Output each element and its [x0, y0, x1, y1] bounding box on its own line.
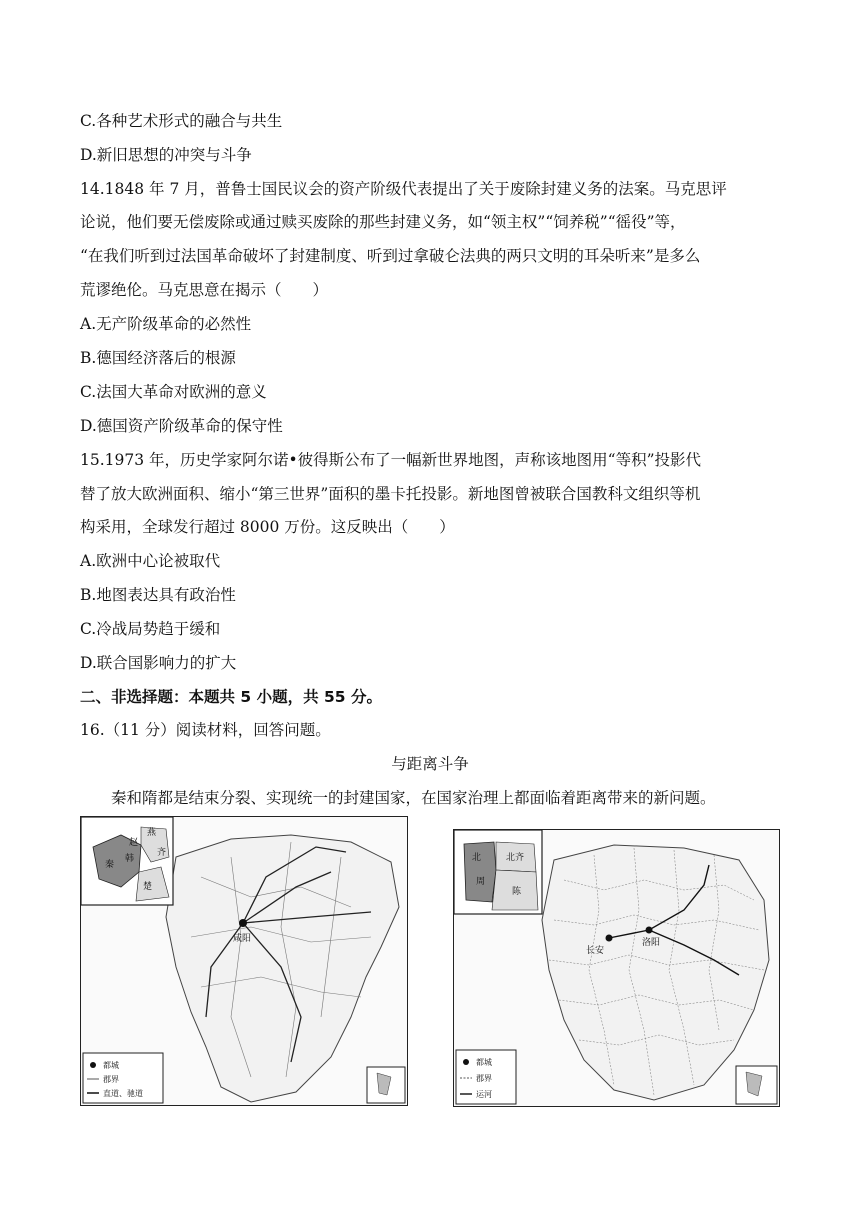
q14-stem-line3: “在我们听到过法国革命破坏了封建制度、听到过拿破仑法典的两只文明的耳朵听来”是多么: [80, 247, 701, 265]
q15-option-d: D.联合国影响力的扩大: [80, 654, 237, 672]
inset-qin-label: 秦: [105, 860, 115, 870]
q16-heading: 16.（11 分）阅读材料，回答问题。: [80, 721, 331, 739]
inset-yan-label: 燕: [147, 828, 157, 838]
q14-option-d: D.德国资产阶级革命的保守性: [80, 417, 283, 435]
legend-roads: 直道、驰道: [103, 1089, 143, 1098]
inset-bei-label: 北: [472, 853, 482, 863]
q13-option-d: D.新旧思想的冲突与斗争: [80, 146, 252, 164]
xianyang-label: 咸阳: [233, 934, 252, 944]
legend-canal: 运河: [476, 1090, 492, 1099]
qin-map: [80, 816, 408, 1106]
inset-zhao-label: 赵: [129, 838, 139, 848]
inset-qi-label: 齐: [157, 848, 167, 858]
inset-beiqi-label: 北齐: [506, 853, 525, 863]
legend-boundary: 郡界: [103, 1075, 119, 1084]
legend-capital: 都城: [476, 1058, 492, 1067]
q15-stem-line3: 构采用，全球发行超过 8000 万份。这反映出（ ）: [80, 518, 455, 536]
section-heading: 二、非选择题：本题共 5 小题，共 55 分。: [80, 688, 382, 706]
changan-label: 长安: [586, 946, 605, 956]
sui-map: [453, 829, 780, 1107]
luoyang-label: 洛阳: [642, 938, 661, 948]
q14-stem-line1: 14.1848 年 7 月，普鲁士国民议会的资产阶级代表提出了关于废除封建义务的法案。马克思评: [80, 180, 727, 198]
xianyang-marker: [239, 919, 247, 927]
q15-option-c: C.冷战局势趋于缓和: [80, 620, 221, 638]
q14-option-a: A.无产阶级革命的必然性: [80, 315, 252, 333]
q15-option-a: A.欧洲中心论被取代: [80, 552, 221, 570]
q15-stem-line2: 替了放大欧洲面积、缩小“第三世界”面积的墨卡托投影。新地图曾被联合国教科文组织等机: [80, 485, 701, 503]
q15-option-b: B.地图表达具有政治性: [80, 586, 236, 604]
legend-boundary: 郡界: [476, 1074, 492, 1083]
q14-option-b: B.德国经济落后的根源: [80, 349, 236, 367]
inset-zhou-label: 周: [476, 877, 486, 887]
q14-stem-line2: 论说，他们要无偿废除或通过赎买废除的那些封建义务，如“领主权”“饲养税”“徭役”等，: [80, 213, 686, 231]
inset-chu-label: 楚: [143, 882, 153, 892]
q13-option-c: C.各种艺术形式的融合与共生: [80, 112, 283, 130]
inset-han-label: 韩: [125, 854, 135, 864]
material-title: 与距离斗争: [391, 755, 469, 773]
material-text: 秦和隋都是结束分裂、实现统一的封建国家，在国家治理上都面临着距离带来的新问题。: [111, 789, 716, 807]
q14-option-c: C.法国大革命对欧洲的意义: [80, 383, 267, 401]
legend-capital: 都城: [103, 1061, 119, 1070]
inset-chen-label: 陈: [512, 887, 522, 897]
luoyang-marker: [646, 927, 653, 934]
q15-stem-line1: 15.1973 年，历史学家阿尔诺•彼得斯公布了一幅新世界地图，声称该地图用“等积”投影代: [80, 451, 702, 469]
q14-stem-line4: 荒谬绝伦。马克思意在揭示（ ）: [80, 281, 329, 299]
changan-marker: [606, 935, 613, 942]
